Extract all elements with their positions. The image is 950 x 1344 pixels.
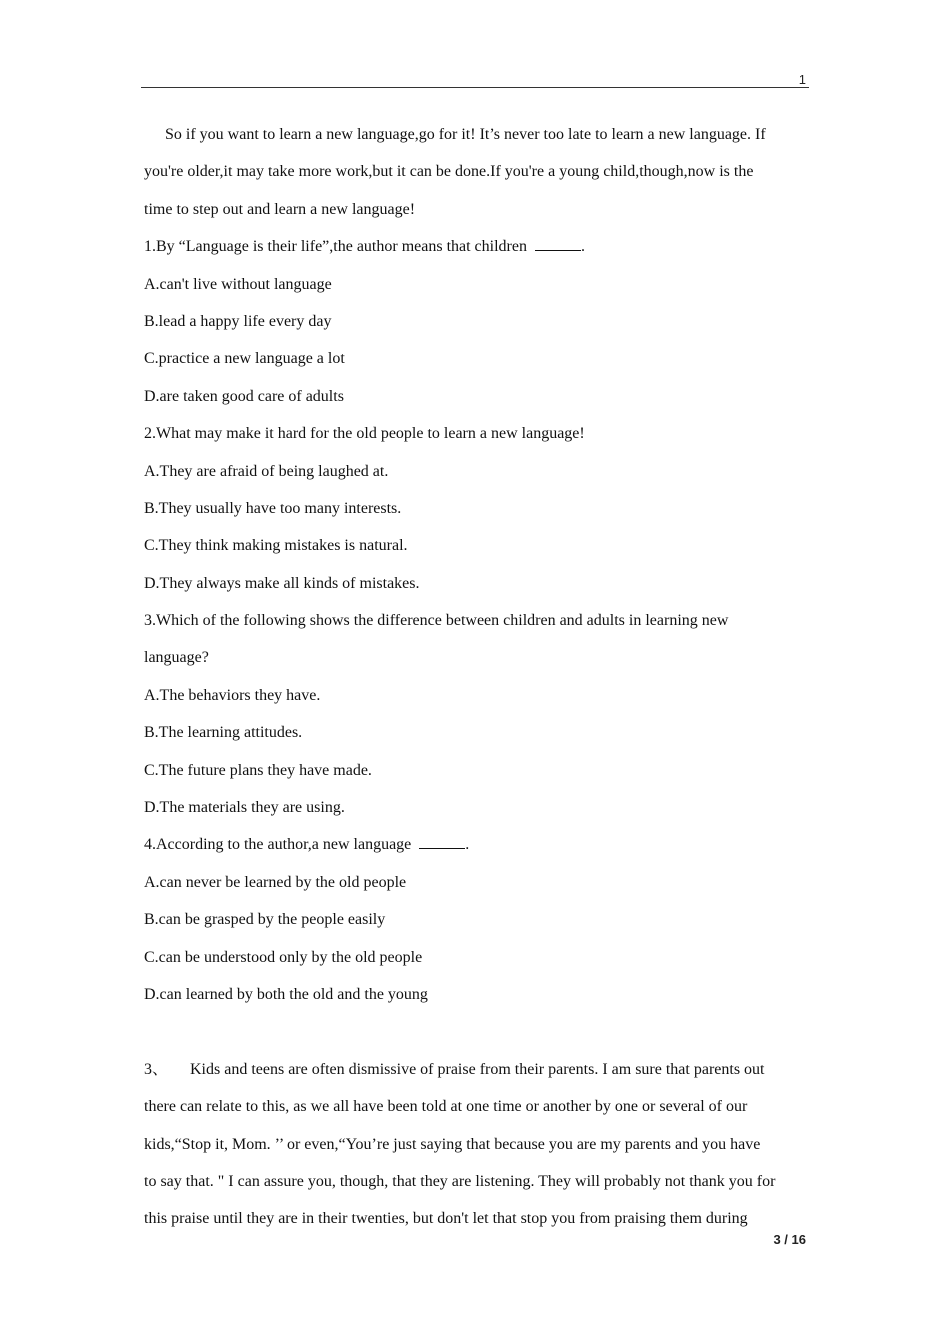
question-3-option-b: B.The learning attitudes.	[144, 724, 303, 742]
passage-line: you're older,it may take more work,but it can be done.If you're a young child,though,now is the	[144, 163, 754, 181]
question-3-text: 3.Which of the following shows the difference between children and adults in learning new	[144, 612, 729, 630]
section-3-line: there can relate to this, as we all have been told at one time or another by one or several of our	[144, 1098, 748, 1116]
section-3-line: kids,“Stop it, Mom. ’’ or even,“You’re just saying that because you are my parents and you have	[144, 1135, 761, 1153]
question-2-text: 2.What may make it hard for the old people to learn a new language!	[144, 425, 585, 443]
header-rule	[141, 87, 809, 88]
question-4-option-d: D.can learned by both the old and the young	[144, 985, 428, 1003]
question-1-option-c: C.practice a new language a lot	[144, 350, 345, 368]
question-1-text: 1.By “Language is their life”,the author means that children	[144, 238, 527, 256]
section-3-first-line	[144, 1051, 808, 1088]
question-1: 1.By “Language is their life”,the author means that children .	[144, 238, 585, 256]
question-4: 4.According to the author,a new language .	[144, 836, 470, 854]
question-2-option-a: A.They are afraid of being laughed at.	[144, 462, 389, 480]
question-4-option-c: C.can be understood only by the old people	[144, 948, 423, 966]
answer-blank	[535, 236, 581, 251]
question-3-option-a: A.The behaviors they have.	[144, 686, 321, 704]
document-content	[144, 116, 808, 1238]
section-3-number: 3、	[144, 1060, 169, 1078]
question-3-option-c: C.The future plans they have made.	[144, 761, 372, 779]
passage-line: So if you want to learn a new language,go for it! It’s never too late to learn a new language. If	[165, 126, 766, 143]
question-1-option-d: D.are taken good care of adults	[144, 387, 344, 405]
section-spacer	[144, 1013, 808, 1050]
section-3-text: Kids and teens are often dismissive of praise from their parents. I am sure that parents out	[190, 1060, 765, 1078]
question-1-option-b: B.lead a happy life every day	[144, 312, 332, 330]
question-4-option-a: A.can never be learned by the old people	[144, 873, 407, 891]
section-3-line: to say that. " I can assure you, though, that they are listening. They will probably not thank you for	[144, 1172, 776, 1190]
question-2-option-d: D.They always make all kinds of mistakes.	[144, 574, 420, 592]
question-1-option-a: A.can't live without language	[144, 275, 332, 293]
header-page-number: 1	[798, 72, 806, 87]
question-3-option-d: D.The materials they are using.	[144, 799, 345, 817]
passage-line: time to step out and learn a new language!	[144, 200, 416, 218]
section-3-line: this praise until they are in their twenties, but don't let that stop you from praising them during	[144, 1210, 748, 1228]
question-2-option-c: C.They think making mistakes is natural.	[144, 537, 408, 555]
question-3-text-cont: language?	[144, 649, 209, 667]
question-4-text: 4.According to the author,a new language	[144, 836, 412, 854]
footer-page-indicator: 3 / 16	[773, 1232, 806, 1247]
question-4-option-b: B.can be grasped by the people easily	[144, 911, 386, 929]
answer-blank	[419, 834, 465, 849]
question-2-option-b: B.They usually have too many interests.	[144, 499, 402, 517]
